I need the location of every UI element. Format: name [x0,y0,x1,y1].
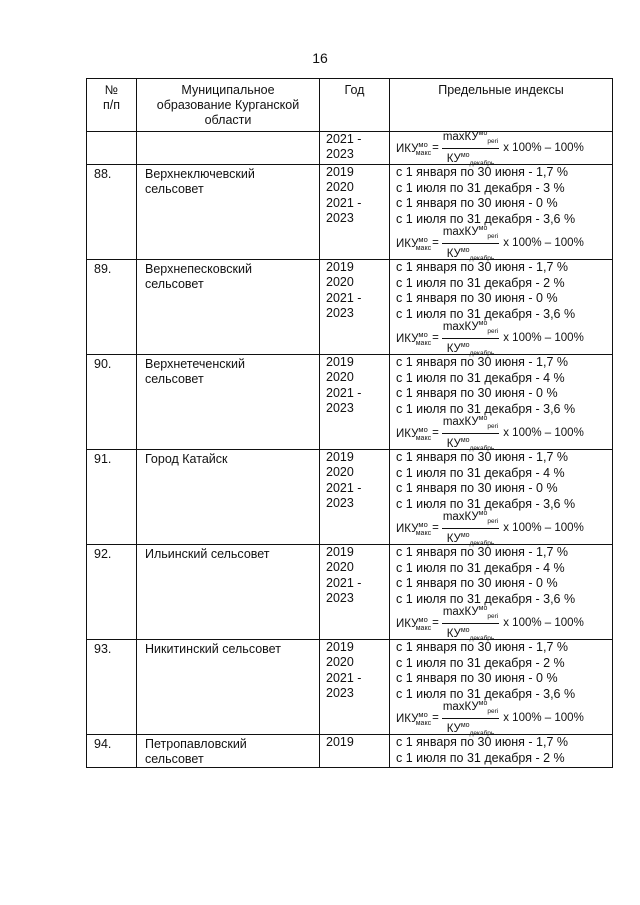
table-row [87,640,613,735]
index-period: с 1 июля по 31 декабря - 3,6 % [396,306,576,321]
cell-no: 93. [87,640,137,735]
year-range-line: 2023 [326,591,354,605]
year-range-line: 2021 - [326,196,362,210]
year-range [326,670,389,701]
cell-municipality [137,450,320,545]
index-formula [396,129,612,167]
cell-year [320,450,390,545]
year-group [326,450,389,480]
formula-num-sup: мо [478,129,488,137]
formula-tail: x 100% – 100% [503,237,584,249]
table-row [87,355,613,450]
index-period: с 1 января по 30 июня - 0 % [396,576,558,590]
cell-municipality [137,260,320,355]
formula-den-sup: мо [460,721,470,729]
formula-den-text: КУ [446,247,461,260]
year-group [326,545,389,575]
formula-den-text: КУ [446,152,461,165]
formula-numerator [442,317,499,339]
header-year: Год [320,79,390,132]
index-formula [396,414,612,452]
municipality-line: Верхнетеченский [145,357,245,371]
formula-num-sub: peri [487,327,499,335]
cell-indexes [390,165,613,260]
index-period: с 1 января по 30 июня - 0 % [396,196,558,210]
formula-eq: = [432,712,439,724]
formula-lhs-sup: мо [418,519,428,529]
municipality-line: сельсовет [145,752,204,766]
municipality-line: сельсовет [145,182,204,196]
formula-num-sub: peri [487,137,499,145]
formula-eq: = [432,142,439,154]
year-range-line: 2023 [326,147,354,161]
municipality-line: Петропавловский [145,737,247,751]
year-range-line: 2021 - [326,671,362,685]
page-number: 16 [312,50,328,66]
formula-den-text: КУ [446,437,461,450]
formula-lhs-sup: мо [418,709,428,719]
formula-tail: x 100% – 100% [503,142,584,154]
year-range-line: 2021 - [326,386,362,400]
year-group [326,355,389,385]
year-group [326,165,389,195]
formula-den-sup: мо [460,436,470,444]
index-period: с 1 июля по 31 декабря - 3,6 % [396,401,576,416]
formula-tail: x 100% – 100% [503,712,584,724]
year-range-line: 2021 - [326,576,362,590]
municipality-line: Верхнеключевский [145,167,255,181]
formula-lhs [396,520,431,537]
formula-lhs [396,710,431,727]
municipality-line: Город Катайск [145,452,228,466]
cell-indexes [390,735,613,768]
table-row [87,450,613,545]
index-period: с 1 июля по 31 декабря - 2 % [396,275,565,290]
cell-no: 90. [87,355,137,450]
cell-municipality [137,545,320,640]
municipality-line: Никитинский сельсовет [145,642,281,656]
cell-year [320,545,390,640]
formula-numerator [442,697,499,719]
formula-lhs-sup: мо [418,424,428,434]
year-range-line: 2021 - [326,291,362,305]
index-formula [396,319,612,357]
year-value: 2019 [326,165,354,179]
formula-num-sup: мо [478,509,488,517]
year-value: 2019 [326,545,354,559]
formula-num-text: maxКУ [442,510,479,523]
cell-indexes [390,450,613,545]
index-period: с 1 января по 30 июня - 1,7 % [396,735,568,749]
index-period: с 1 июля по 31 декабря - 3,6 % [396,686,576,701]
formula-num-sup: мо [478,414,488,422]
formula-num-sup: мо [478,319,488,327]
year-range-line: 2021 - [326,132,362,146]
index-formula [396,604,612,642]
formula-den-sub: декабрь [469,159,495,167]
cell-no: 88. [87,165,137,260]
header-no-line: п/п [102,98,120,112]
cell-year [320,640,390,735]
formula-eq: = [432,617,439,629]
year-group [326,260,389,290]
year-range-line: 2023 [326,401,354,415]
formula-den-sup: мо [460,246,470,254]
formula-num-text: maxКУ [442,130,479,143]
cell-municipality [137,735,320,768]
year-value: 2019 [326,450,354,464]
index-formula [396,699,612,737]
year-value: 2020 [326,655,354,669]
formula-lhs-sub: макс [415,624,432,632]
table-row [87,260,613,355]
formula-num-text: maxКУ [442,605,479,618]
year-range [326,290,389,321]
table-row [87,165,613,260]
formula-den-sup: мо [460,151,470,159]
index-period: с 1 января по 30 июня - 1,7 % [396,450,568,464]
formula-lhs-sub: макс [415,339,432,347]
index-period: с 1 января по 30 июня - 1,7 % [396,165,568,179]
cell-no: 89. [87,260,137,355]
index-period: с 1 января по 30 июня - 1,7 % [396,545,568,559]
cell-municipality [137,640,320,735]
formula-numerator [442,412,499,434]
formula-num-sup: мо [478,604,488,612]
municipality-line: Верхнепесковский [145,262,252,276]
index-period: с 1 января по 30 июня - 0 % [396,481,558,495]
formula-lhs [396,140,431,157]
formula-den-text: КУ [446,627,461,640]
formula-lhs [396,615,431,632]
cell-municipality [137,165,320,260]
year-value: 2020 [326,275,354,289]
formula-den-text: КУ [446,722,461,735]
formula-num-sub: peri [487,517,499,525]
index-period: с 1 июля по 31 декабря - 4 % [396,560,565,575]
cell-year [320,355,390,450]
formula-lhs-text: ИКУ [396,712,419,725]
year-value: 2019 [326,640,354,654]
formula-tail: x 100% – 100% [503,617,584,629]
formula-lhs-text: ИКУ [396,427,419,440]
formula-den-sub: декабрь [469,349,495,357]
formula-tail: x 100% – 100% [503,427,584,439]
formula-tail: x 100% – 100% [503,332,584,344]
cell-no: 92. [87,545,137,640]
header-no-line: № [104,83,119,97]
table-row [87,545,613,640]
cell-municipality [137,132,320,165]
formula-eq: = [432,237,439,249]
formula-numerator [442,507,499,529]
formula-numerator [442,222,499,244]
year-group [326,640,389,670]
formula-fraction [442,602,499,645]
cell-year [320,735,390,768]
cell-year [320,165,390,260]
index-period: с 1 июля по 31 декабря - 3,6 % [396,591,576,606]
formula-fraction [442,507,499,550]
formula-num-sub: peri [487,422,499,430]
year-value: 2019 [326,260,354,274]
formula-eq: = [432,332,439,344]
cell-indexes [390,640,613,735]
formula-lhs-sub: макс [415,149,432,157]
year-value: 2020 [326,370,354,384]
index-period: с 1 июля по 31 декабря - 3,6 % [396,496,576,511]
year-value: 2020 [326,465,354,479]
formula-den-text: КУ [446,342,461,355]
formula-fraction [442,317,499,360]
cell-no: 94. [87,735,137,768]
year-range [326,385,389,416]
formula-eq: = [432,522,439,534]
formula-lhs [396,235,431,252]
formula-fraction [442,412,499,455]
table-row [87,735,613,768]
formula-lhs-text: ИКУ [396,142,419,155]
formula-den-sub: декабрь [469,729,495,737]
limit-indexes-table [86,78,613,768]
formula-fraction [442,222,499,265]
formula-tail: x 100% – 100% [503,522,584,534]
formula-den-sub: декабрь [469,539,495,547]
formula-num-sup: мо [478,224,488,232]
index-period: с 1 января по 30 июня - 1,7 % [396,355,568,369]
year-range-line: 2023 [326,211,354,225]
formula-num-sub: peri [487,707,499,715]
municipality-line: сельсовет [145,372,204,386]
index-formula [396,509,612,547]
cell-no: 91. [87,450,137,545]
formula-numerator [442,127,499,149]
formula-num-text: maxКУ [442,320,479,333]
table-header-row [87,79,613,132]
header-municipality-line: области [204,113,252,127]
year-range-line: 2023 [326,496,354,510]
municipality-line: Ильинский сельсовет [145,547,270,561]
formula-eq: = [432,427,439,439]
year-range-line: 2021 - [326,481,362,495]
formula-lhs-sup: мо [418,139,428,149]
formula-fraction [442,127,499,170]
year-range [326,480,389,511]
formula-lhs [396,425,431,442]
cell-indexes [390,545,613,640]
year-range-line: 2023 [326,306,354,320]
formula-num-sub: peri [487,612,499,620]
cell-indexes [390,129,613,167]
cell-year [320,132,390,165]
index-period: с 1 июля по 31 декабря - 4 % [396,370,565,385]
cell-year [320,260,390,355]
formula-lhs-text: ИКУ [396,237,419,250]
formula-lhs-sup: мо [418,234,428,244]
index-period: с 1 июля по 31 декабря - 3,6 % [396,211,576,226]
index-formula [396,224,612,262]
index-period: с 1 января по 30 июня - 1,7 % [396,260,568,274]
year-range-line: 2023 [326,686,354,700]
header-municipality-line: Муниципальное [181,83,275,97]
formula-den-text: КУ [446,532,461,545]
formula-num-sup: мо [478,699,488,707]
formula-lhs-sub: макс [415,244,432,252]
formula-lhs-sub: макс [415,719,432,727]
formula-num-sub: peri [487,232,499,240]
cell-indexes [390,355,613,450]
index-period: с 1 июля по 31 декабря - 3 % [396,180,565,195]
formula-lhs-text: ИКУ [396,522,419,535]
formula-lhs [396,330,431,347]
index-period: с 1 января по 30 июня - 1,7 % [396,640,568,654]
index-period: с 1 января по 30 июня - 0 % [396,291,558,305]
formula-num-text: maxКУ [442,700,479,713]
year-value: 2020 [326,560,354,574]
header-municipality-line: образование Курганской [156,98,300,112]
cell-municipality [137,355,320,450]
formula-den-sup: мо [460,531,470,539]
formula-den-sub: декабрь [469,254,495,262]
index-period: с 1 января по 30 июня - 0 % [396,671,558,685]
table-row-continuation [87,132,613,165]
index-period: с 1 января по 30 июня - 0 % [396,386,558,400]
formula-lhs-sup: мо [418,614,428,624]
formula-numerator [442,602,499,624]
formula-num-text: maxКУ [442,415,479,428]
year-range [326,195,389,226]
year-range [326,575,389,606]
header-no [87,79,137,132]
formula-den-sup: мо [460,341,470,349]
header-indexes: Предельные индексы [390,79,613,132]
formula-den-sup: мо [460,626,470,634]
year-value: 2019 [326,355,354,369]
formula-lhs-text: ИКУ [396,617,419,630]
cell-indexes [390,260,613,355]
formula-lhs-text: ИКУ [396,332,419,345]
formula-lhs-sup: мо [418,329,428,339]
cell-no [87,132,137,165]
index-period: с 1 июля по 31 декабря - 2 % [396,655,565,670]
header-municipality [137,79,320,132]
formula-den-sub: декабрь [469,444,495,452]
formula-den-sub: декабрь [469,634,495,642]
index-period: с 1 июля по 31 декабря - 2 % [396,750,565,765]
formula-fraction [442,697,499,740]
formula-lhs-sub: макс [415,434,432,442]
municipality-line: сельсовет [145,277,204,291]
year-value: 2020 [326,180,354,194]
formula-lhs-sub: макс [415,529,432,537]
formula-num-text: maxКУ [442,225,479,238]
year-value: 2019 [326,735,354,749]
index-period: с 1 июля по 31 декабря - 4 % [396,465,565,480]
